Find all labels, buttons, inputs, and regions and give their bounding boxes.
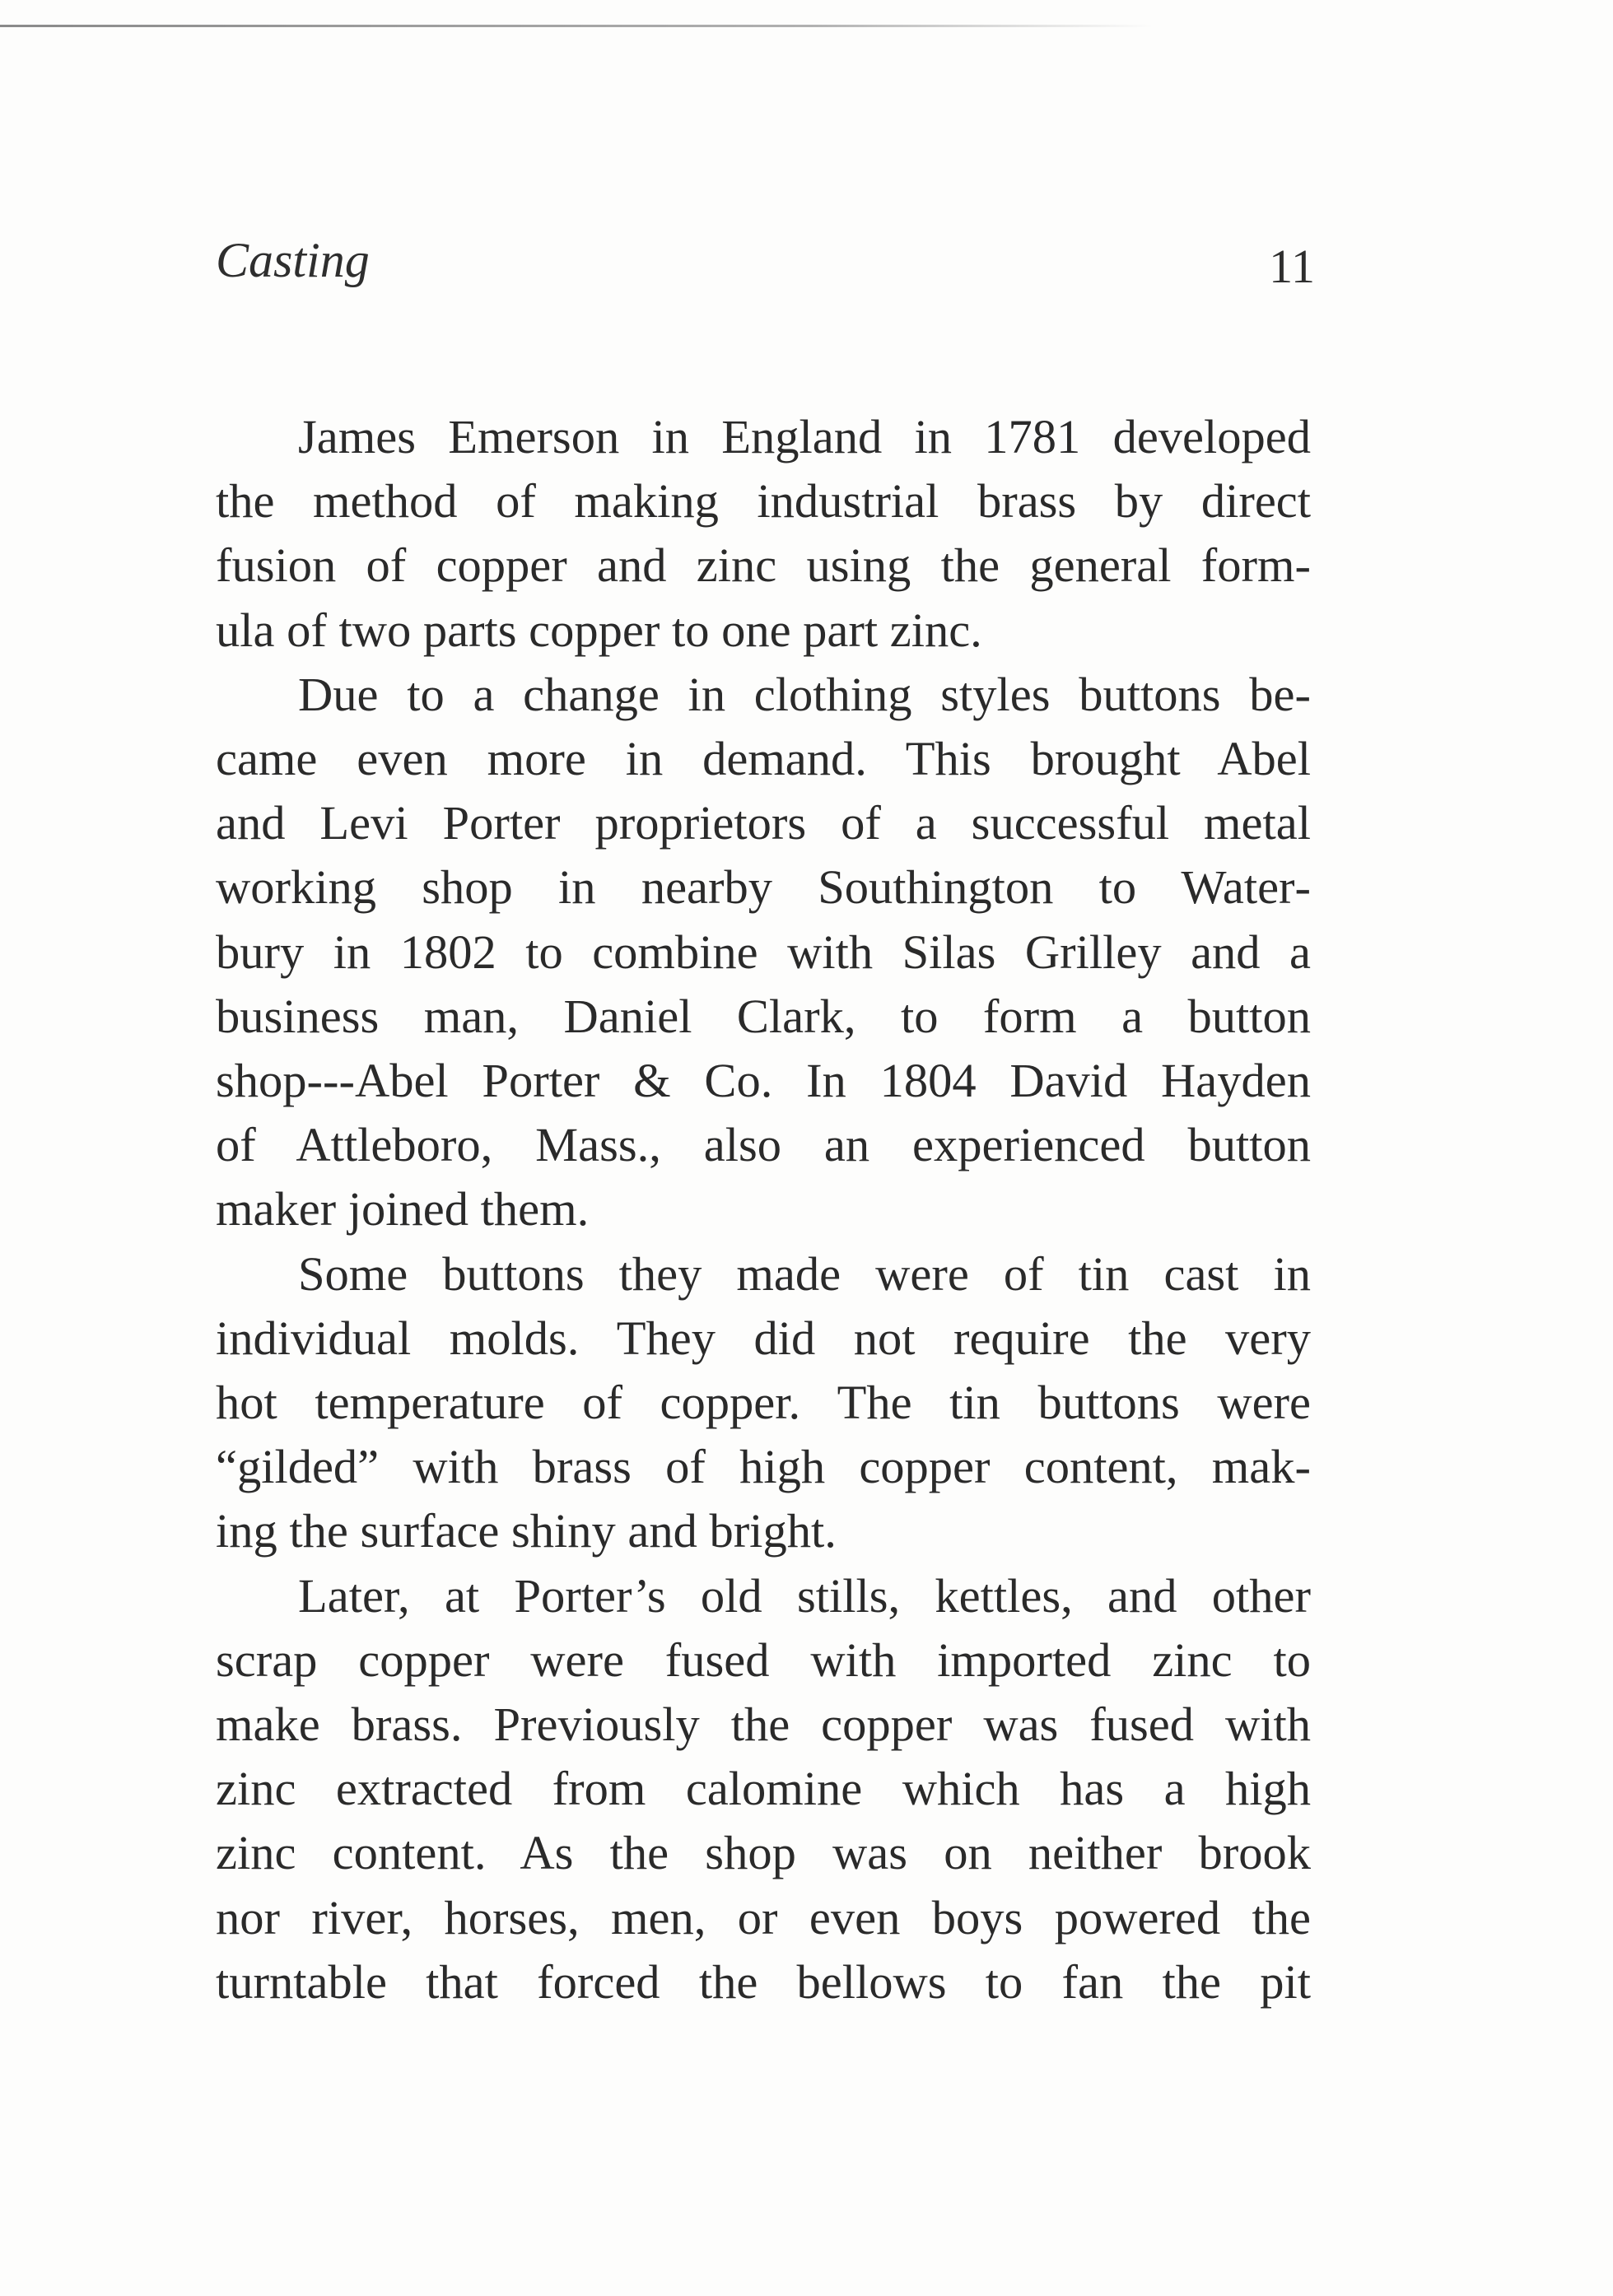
text-line: bury in 1802 to combine with Silas Grilley and a <box>216 924 1311 979</box>
text-line: zinc extracted from calomine which has a high <box>216 1762 1311 1816</box>
text-line: make brass. Previously the copper was fused with <box>216 1698 1311 1752</box>
page-number: 11 <box>1269 240 1315 293</box>
scan-edge-rule <box>0 25 1153 27</box>
text-line: Later, at Porter’s old stills, kettles, and other <box>298 1568 1311 1623</box>
text-line: Some buttons they made were of tin cast in <box>298 1246 1311 1301</box>
text-line: came even more in demand. This brought Abel <box>216 732 1311 786</box>
text-line: ing the surface shiny and bright. <box>216 1504 837 1558</box>
text-line: shop---Abel Porter & Co. In 1804 David Hayden <box>216 1054 1311 1108</box>
running-head: Casting <box>216 233 370 287</box>
text-line: hot temperature of copper. The tin buttons were <box>216 1376 1311 1430</box>
text-line: Due to a change in clothing styles buttons be‑ <box>298 667 1311 721</box>
text-line: nor river, horses, men, or even boys powered the <box>216 1890 1311 1944</box>
text-line: turntable that forced the bellows to fan the pit <box>216 1954 1311 2009</box>
text-line: “gilded” with brass of high copper content, mak‑ <box>216 1440 1311 1494</box>
text-line: of Attleboro, Mass., also an experienced button <box>216 1118 1311 1172</box>
text-line: business man, Daniel Clark, to form a button <box>216 989 1311 1043</box>
text-line: scrap copper were fused with imported zinc to <box>216 1632 1311 1687</box>
text-line: working shop in nearby Southington to Water‑ <box>216 860 1311 915</box>
text-line: individual molds. They did not require the very <box>216 1311 1311 1365</box>
text-line: fusion of copper and zinc using the general form‑ <box>216 538 1311 593</box>
text-line: ula of two parts copper to one part zinc. <box>216 603 982 657</box>
body-text <box>216 405 1311 2014</box>
text-line: maker joined them. <box>216 1182 590 1236</box>
text-line: and Levi Porter proprietors of a successful metal <box>216 796 1311 850</box>
text-line: James Emerson in England in 1781 developed <box>298 410 1311 463</box>
text-line: zinc content. As the shop was on neither brook <box>216 1826 1311 1880</box>
text-line: the method of making industrial brass by direct <box>216 474 1311 529</box>
